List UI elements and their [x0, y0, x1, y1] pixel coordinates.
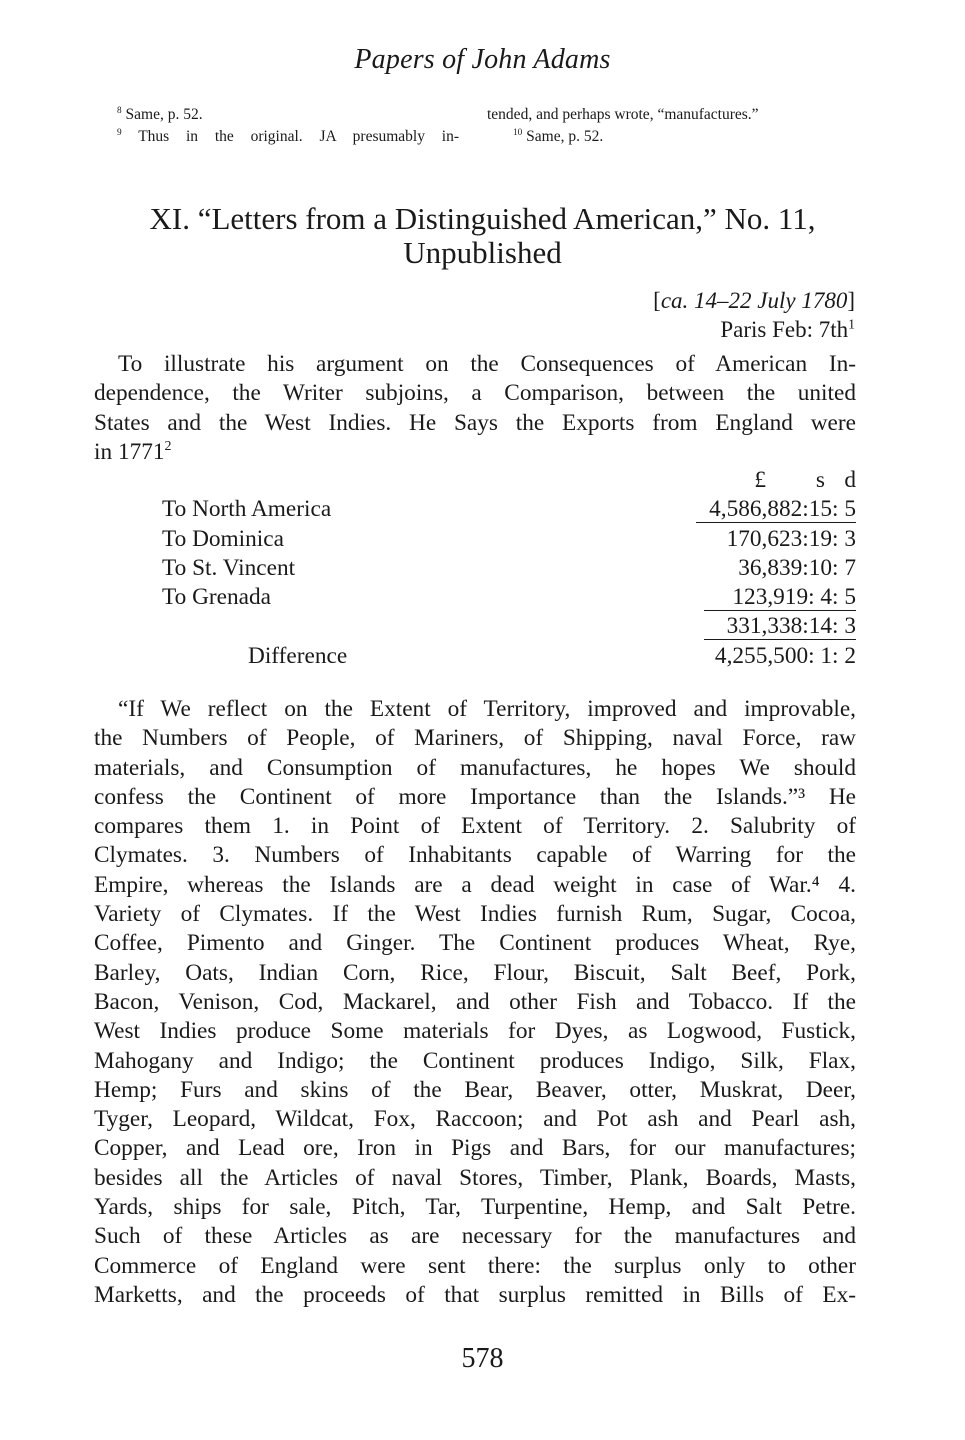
text-line: Hemp; Furs and skins of the Bear, Beaver, otter, Muskrat, Deer,	[94, 1076, 856, 1103]
footnote-text: Thus in the original. JA presumably in-	[138, 128, 459, 145]
underline-rule	[704, 610, 856, 611]
text-line: dependence, the Writer subjoins, a Comparison, between the united	[94, 380, 856, 407]
ledger-row	[162, 583, 856, 612]
footnote-9-continued	[487, 104, 867, 126]
ledger-row	[162, 554, 856, 583]
text-line: besides all the Articles of naval Stores, Timber, Plank, Boards, Masts,	[94, 1164, 856, 1191]
note-reference: 1	[848, 316, 855, 332]
footnotes-right-column	[487, 104, 867, 148]
text-line: the Numbers of People, of Mariners, of Shipping, naval Force, raw	[94, 725, 856, 752]
dateline	[653, 286, 855, 344]
text-line: To illustrate his argument on the Consequences of American In-	[118, 351, 856, 377]
ledger-amount: 123,919: 4: 5	[732, 584, 856, 611]
document-title-line-1: XI. “Letters from a Distinguished American,” No. 11,	[149, 201, 816, 236]
ledger-row-subtotal	[162, 612, 856, 641]
bracket-open: [	[653, 288, 661, 313]
shillings-header: s	[815, 467, 825, 493]
ledger-amount: 170,623:19: 3	[726, 525, 856, 552]
footnote-number: 10	[513, 127, 523, 138]
text-line: Coffee, Pimento and Ginger. The Continent produces Wheat, Rye,	[94, 930, 856, 957]
ledger-label: Difference	[248, 642, 348, 669]
footnote-9	[117, 126, 459, 148]
ledger-amount: 4,586,882:15: 5	[709, 496, 856, 523]
text-line: compares them 1. in Point of Extent of Territory. 2. Salubrity of	[94, 813, 856, 840]
ledger-amount: 331,338:14: 3	[726, 613, 856, 640]
text-line: Yards, ships for sale, Pitch, Tar, Turpentine, Hemp, and Salt Petre.	[94, 1194, 856, 1221]
footnote-number: 8	[117, 105, 122, 116]
text-line: Clymates. 3. Numbers of Inhabitants capable of Warring for the	[94, 842, 856, 869]
text-line: Such of these Articles as are necessary for the manufactures and	[94, 1223, 856, 1250]
ledger-row	[162, 525, 856, 554]
ledger-row	[162, 495, 856, 524]
ledger-label: To Grenada	[162, 584, 271, 611]
text-line	[94, 438, 856, 467]
pence-header: d	[844, 467, 856, 493]
ledger-label: To Dominica	[162, 525, 284, 552]
ledger-amount: 4,255,500: 1: 2	[714, 642, 856, 669]
place-date	[653, 315, 855, 344]
paragraph-1	[94, 350, 856, 467]
editorial-date-text: ca. 14–22 July 1780	[660, 288, 848, 313]
text-line: Copper, and Lead ore, Iron in Pigs and Bars, for our manufactures;	[94, 1135, 856, 1162]
footnote-number: 9	[117, 127, 122, 138]
footnote-text: Same, p. 52.	[125, 106, 203, 123]
running-head: Papers of John Adams	[354, 44, 611, 75]
text-line: Empire, whereas the Islands are a dead weight in case of War.⁴ 4.	[94, 871, 856, 898]
text-line: Variety of Clymates. If the West Indies furnish Rum, Sugar, Cocoa,	[94, 901, 856, 928]
text-line: Commerce of England were sent there: the surplus only to other	[94, 1252, 856, 1279]
text-line-content: in 1771	[94, 438, 165, 465]
pounds-header: £	[754, 467, 766, 493]
note-reference: 2	[164, 439, 172, 455]
text-line: “If We reflect on the Extent of Territory, improved and improvable,	[118, 696, 856, 722]
ledger-label: To North America	[162, 496, 332, 523]
place-date-text: Paris Feb: 7th	[720, 317, 849, 342]
footnote-8	[117, 104, 467, 126]
page-number: 578	[461, 1343, 504, 1374]
bracket-close: ]	[847, 288, 855, 313]
document-title-line-2: Unpublished	[403, 235, 562, 270]
text-line: Barley, Oats, Indian Corn, Rice, Flour, Biscuit, Salt Beef, Pork,	[94, 959, 856, 986]
exports-ledger	[162, 466, 856, 671]
ledger-amount: 36,839:10: 7	[738, 554, 856, 581]
paragraph-2	[94, 695, 856, 1310]
footnote-10	[487, 126, 867, 148]
footnote-text: tended, and perhaps wrote, “manufactures.”	[487, 106, 759, 123]
text-line: materials, and Consumption of manufactures, he hopes We should	[94, 754, 856, 781]
footnote-text: Same, p. 52.	[526, 128, 604, 145]
footnotes-left-column	[117, 104, 467, 148]
text-line: Mahogany and Indigo; the Continent produces Indigo, Silk, Flax,	[94, 1047, 856, 1074]
ledger-header	[162, 466, 856, 495]
text-line: Marketts, and the proceeds of that surplus remitted in Bills of Ex-	[94, 1281, 856, 1308]
text-line: Bacon, Venison, Cod, Mackarel, and other Fish and Tobacco. If the	[94, 988, 856, 1015]
underline-rule	[696, 522, 856, 523]
document-title	[80, 202, 885, 270]
editorial-date	[653, 286, 855, 315]
text-line: West Indies produce Some materials for Dyes, as Logwood, Fustick,	[94, 1018, 856, 1045]
text-line: confess the Continent of more Importance than the Islands.”³ He	[94, 783, 856, 810]
text-line: States and the West Indies. He Says the Exports from England were	[94, 409, 856, 436]
text-line: Tyger, Leopard, Wildcat, Fox, Raccoon; and Pot ash and Pearl ash,	[94, 1106, 856, 1133]
underline-rule	[704, 639, 856, 640]
ledger-label: To St. Vincent	[162, 554, 296, 581]
ledger-row-difference	[162, 642, 856, 671]
